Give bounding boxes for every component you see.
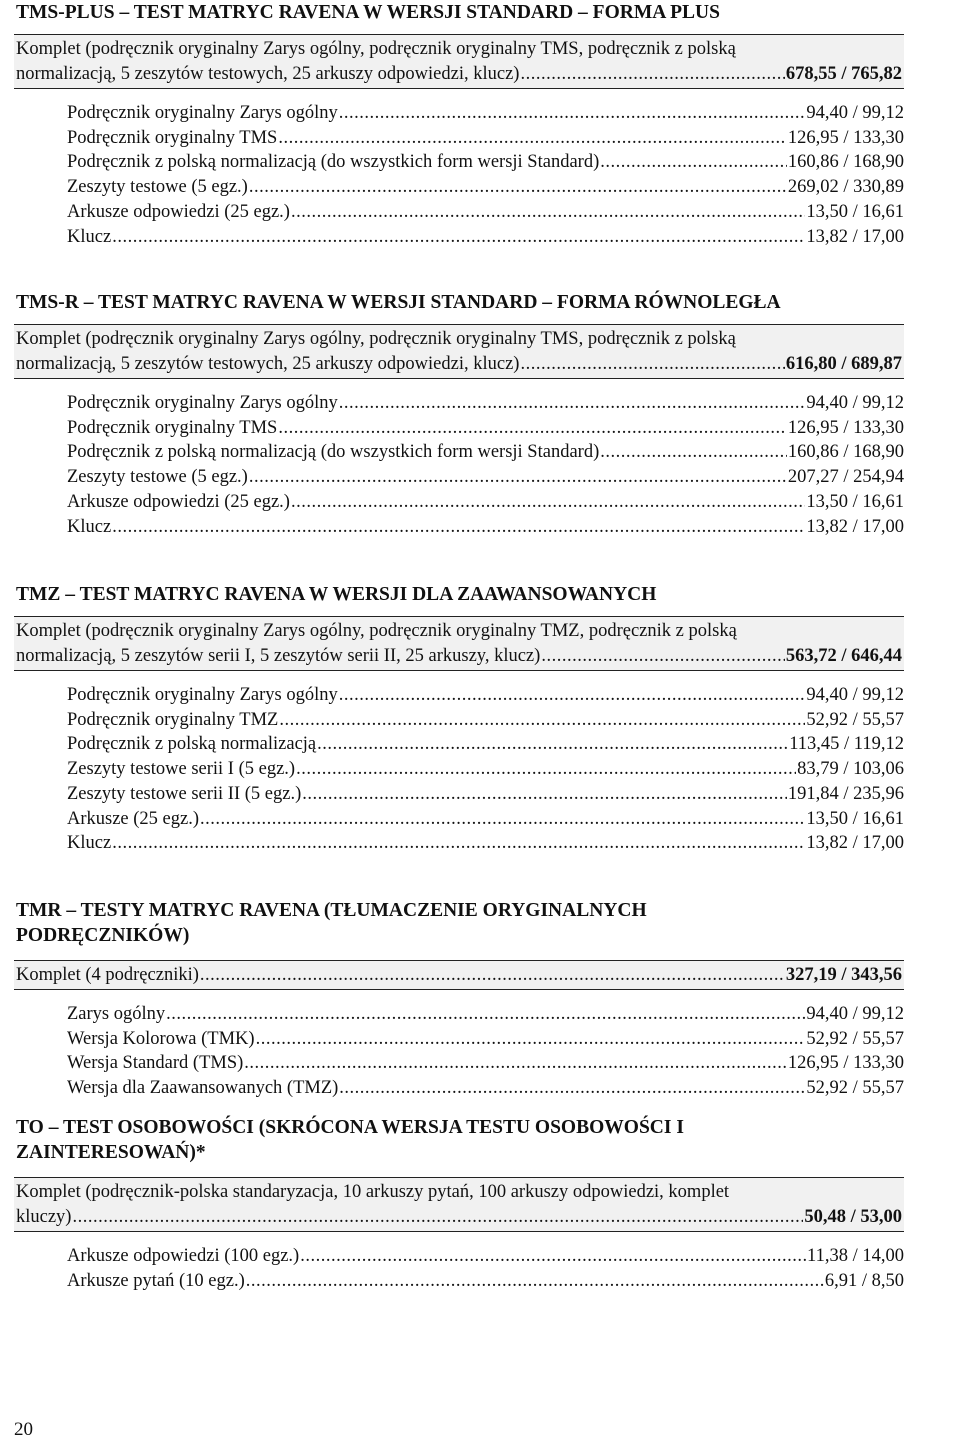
item-price: 83,79 / 103,06 <box>797 759 904 780</box>
list-item <box>67 175 904 200</box>
komplet-price-row <box>16 62 902 87</box>
item-label: Klucz <box>67 516 112 537</box>
list-item <box>67 1051 904 1076</box>
section-title-line: TMR – TESTY MATRYC RAVENA (TŁUMACZENIE ORYGINALNYCH <box>16 900 647 921</box>
item-label: Zarys ogólny <box>67 1004 166 1024</box>
page-number: 20 <box>14 1419 33 1440</box>
item-price: 269,02 / 330,89 <box>787 177 904 198</box>
komplet-label: normalizacją, 5 zeszytów testowych, 25 arkuszy odpowiedzi, klucz) <box>16 354 520 374</box>
item-price: 13,82 / 17,00 <box>806 226 904 247</box>
dot-leader <box>112 831 805 856</box>
item-price: 13,82 / 17,00 <box>806 833 904 854</box>
item-price: 52,92 / 55,57 <box>806 1078 904 1099</box>
dot-leader <box>200 963 785 988</box>
section-tmr <box>14 898 904 1101</box>
list-item <box>67 1002 904 1027</box>
komplet-box <box>14 616 904 671</box>
section-title <box>14 898 904 948</box>
item-price: 11,38 / 14,00 <box>807 1246 904 1266</box>
item-label: Podręcznik z polską normalizacją (do wszystkich form wersji Standard) <box>67 152 600 173</box>
section-tmz <box>14 582 904 856</box>
dot-leader <box>279 708 805 733</box>
komplet-price: 616,80 / 689,87 <box>785 354 902 374</box>
komplet-label: kluczy) <box>16 1207 72 1227</box>
item-price: 13,50 / 16,61 <box>806 201 904 222</box>
komplet-price: 327,19 / 343,56 <box>785 965 902 985</box>
dot-leader <box>200 807 805 832</box>
komplet-price-row <box>16 644 902 669</box>
komplet-line: Komplet (podręcznik oryginalny Zarys ogólny, podręcznik oryginalny TMS, podręcznik z polską <box>16 39 736 59</box>
list-item <box>67 391 904 416</box>
dot-leader <box>72 1205 803 1230</box>
section-tms-r <box>14 290 904 539</box>
item-list <box>14 1244 904 1293</box>
item-label: Klucz <box>67 833 112 854</box>
item-label: Arkusze odpowiedzi (25 egz.) <box>67 491 290 512</box>
komplet-price-row <box>16 1205 902 1230</box>
list-item <box>67 200 904 225</box>
list-item <box>67 515 904 540</box>
item-list <box>14 683 904 856</box>
item-price: 52,92 / 55,57 <box>806 709 904 730</box>
item-price: 94,40 / 99,12 <box>806 393 904 413</box>
item-price: 13,50 / 16,61 <box>806 808 904 829</box>
item-price: 94,40 / 99,12 <box>806 1004 904 1024</box>
dot-leader <box>317 732 788 757</box>
dot-leader <box>339 391 806 416</box>
section-title-line: TMS-R – TEST MATRYC RAVENA W WERSJI STANDARD – FORMA RÓWNOLEGŁA <box>16 292 781 313</box>
dot-leader <box>246 1269 824 1294</box>
dot-leader <box>249 465 787 490</box>
komplet-label: normalizacją, 5 zeszytów serii I, 5 zeszytów serii II, 25 arkuszy, klucz) <box>16 646 541 666</box>
dot-leader <box>600 150 787 175</box>
item-label: Podręcznik oryginalny TMS <box>67 127 278 148</box>
list-item <box>67 708 904 733</box>
item-price: 126,95 / 133,30 <box>787 417 904 438</box>
list-item <box>67 831 904 856</box>
item-label: Arkusze odpowiedzi (100 egz.) <box>67 1246 300 1266</box>
item-label: Podręcznik oryginalny TMS <box>67 417 278 438</box>
list-item <box>67 150 904 175</box>
komplet-line: Komplet (podręcznik oryginalny Zarys ogólny, podręcznik oryginalny TMS, podręcznik z polską <box>16 329 736 349</box>
item-label: Zeszyty testowe (5 egz.) <box>67 467 248 488</box>
dot-leader <box>520 352 784 377</box>
item-label: Podręcznik oryginalny Zarys ogólny <box>67 685 338 705</box>
item-price: 13,50 / 16,61 <box>806 491 904 512</box>
item-price: 94,40 / 99,12 <box>806 103 904 123</box>
item-label: Arkusze (25 egz.) <box>67 808 200 829</box>
item-price: 126,95 / 133,30 <box>787 127 904 148</box>
dot-leader <box>291 490 805 515</box>
dot-leader <box>339 1076 805 1101</box>
item-label: Podręcznik oryginalny Zarys ogólny <box>67 393 338 413</box>
item-label: Zeszyty testowe serii II (5 egz.) <box>67 783 302 804</box>
item-label: Podręcznik z polską normalizacją (do wszystkich form wersji Standard) <box>67 442 600 463</box>
dot-leader <box>339 101 806 126</box>
list-item <box>67 1076 904 1101</box>
komplet-line: Komplet (podręcznik oryginalny Zarys ogólny, podręcznik oryginalny TMZ, podręcznik z polską <box>16 621 737 641</box>
komplet-label: normalizacją, 5 zeszytów testowych, 25 arkuszy odpowiedzi, klucz) <box>16 64 520 84</box>
section-title <box>14 0 904 25</box>
komplet-box <box>14 324 904 379</box>
item-label: Zeszyty testowe (5 egz.) <box>67 177 248 198</box>
item-price: 207,27 / 254,94 <box>787 467 904 488</box>
komplet-box <box>14 1177 904 1232</box>
dot-leader <box>600 440 787 465</box>
item-label: Podręcznik oryginalny Zarys ogólny <box>67 103 338 123</box>
list-item <box>67 465 904 490</box>
komplet-price: 563,72 / 646,44 <box>785 646 902 666</box>
komplet-label: Komplet (4 podręczniki) <box>16 965 199 985</box>
dot-leader <box>244 1051 787 1076</box>
item-label: Arkusze odpowiedzi (25 egz.) <box>67 201 290 222</box>
dot-leader <box>296 757 796 782</box>
dot-leader <box>278 126 787 151</box>
item-list <box>14 391 904 539</box>
section-title <box>14 290 904 315</box>
item-price: 52,92 / 55,57 <box>806 1028 904 1049</box>
item-price: 160,86 / 168,90 <box>787 152 904 173</box>
list-item <box>67 101 904 126</box>
item-label: Zeszyty testowe serii I (5 egz.) <box>67 759 296 780</box>
list-item <box>67 683 904 708</box>
item-price: 94,40 / 99,12 <box>806 685 904 705</box>
list-item <box>67 1269 904 1294</box>
section-title-line: TMZ – TEST MATRYC RAVENA W WERSJI DLA ZAAWANSOWANYCH <box>16 584 657 605</box>
dot-leader <box>249 175 787 200</box>
item-price: 113,45 / 119,12 <box>789 734 904 755</box>
item-price: 6,91 / 8,50 <box>824 1270 904 1291</box>
komplet-price-row <box>16 963 902 988</box>
dot-leader <box>541 644 785 669</box>
dot-leader <box>339 683 806 708</box>
list-item <box>67 1244 904 1269</box>
item-price: 160,86 / 168,90 <box>787 442 904 463</box>
komplet-price: 678,55 / 765,82 <box>785 64 902 84</box>
item-label: Klucz <box>67 226 112 247</box>
komplet-price-row <box>16 352 902 377</box>
dot-leader <box>300 1244 806 1269</box>
komplet-line: Komplet (podręcznik-polska standaryzacja, 10 arkuszy pytań, 100 arkuszy odpowiedzi, komplet <box>16 1182 730 1202</box>
item-label: Wersja Kolorowa (TMK) <box>67 1028 255 1049</box>
dot-leader <box>520 62 784 87</box>
list-item <box>67 807 904 832</box>
dot-leader <box>302 782 787 807</box>
dot-leader <box>256 1027 806 1052</box>
item-list <box>14 101 904 249</box>
section-title-line: TMS-PLUS – TEST MATRYC RAVENA W WERSJI STANDARD – FORMA PLUS <box>16 2 720 23</box>
dot-leader <box>166 1002 805 1027</box>
section-title <box>14 582 904 607</box>
section-title-line: TO – TEST OSOBOWOŚCI (SKRÓCONA WERSJA TESTU OSOBOWOŚCI I <box>16 1117 684 1138</box>
list-item <box>67 782 904 807</box>
list-item <box>67 126 904 151</box>
list-item <box>67 490 904 515</box>
item-label: Podręcznik oryginalny TMZ <box>67 709 279 730</box>
list-item <box>67 732 904 757</box>
item-list <box>14 1002 904 1101</box>
item-label: Wersja Standard (TMS) <box>67 1053 244 1074</box>
dot-leader <box>291 200 805 225</box>
komplet-box <box>14 960 904 990</box>
item-label: Wersja dla Zaawansowanych (TMZ) <box>67 1078 339 1099</box>
item-label: Arkusze pytań (10 egz.) <box>67 1270 245 1291</box>
section-tms-plus <box>14 0 904 249</box>
item-label: Podręcznik z polską normalizacją <box>67 734 317 755</box>
list-item <box>67 440 904 465</box>
list-item <box>67 757 904 782</box>
komplet-price: 50,48 / 53,00 <box>804 1207 902 1227</box>
section-title-line: ZAINTERESOWAŃ)* <box>16 1142 206 1163</box>
dot-leader <box>278 416 787 441</box>
dot-leader <box>112 225 805 250</box>
section-to <box>14 1115 904 1293</box>
list-item <box>67 225 904 250</box>
item-price: 13,82 / 17,00 <box>806 516 904 537</box>
dot-leader <box>112 515 805 540</box>
item-price: 191,84 / 235,96 <box>787 783 904 804</box>
list-item <box>67 1027 904 1052</box>
section-title <box>14 1115 904 1165</box>
komplet-box <box>14 34 904 89</box>
section-title-line: PODRĘCZNIKÓW) <box>16 925 190 946</box>
item-price: 126,95 / 133,30 <box>787 1053 904 1074</box>
list-item <box>67 416 904 441</box>
